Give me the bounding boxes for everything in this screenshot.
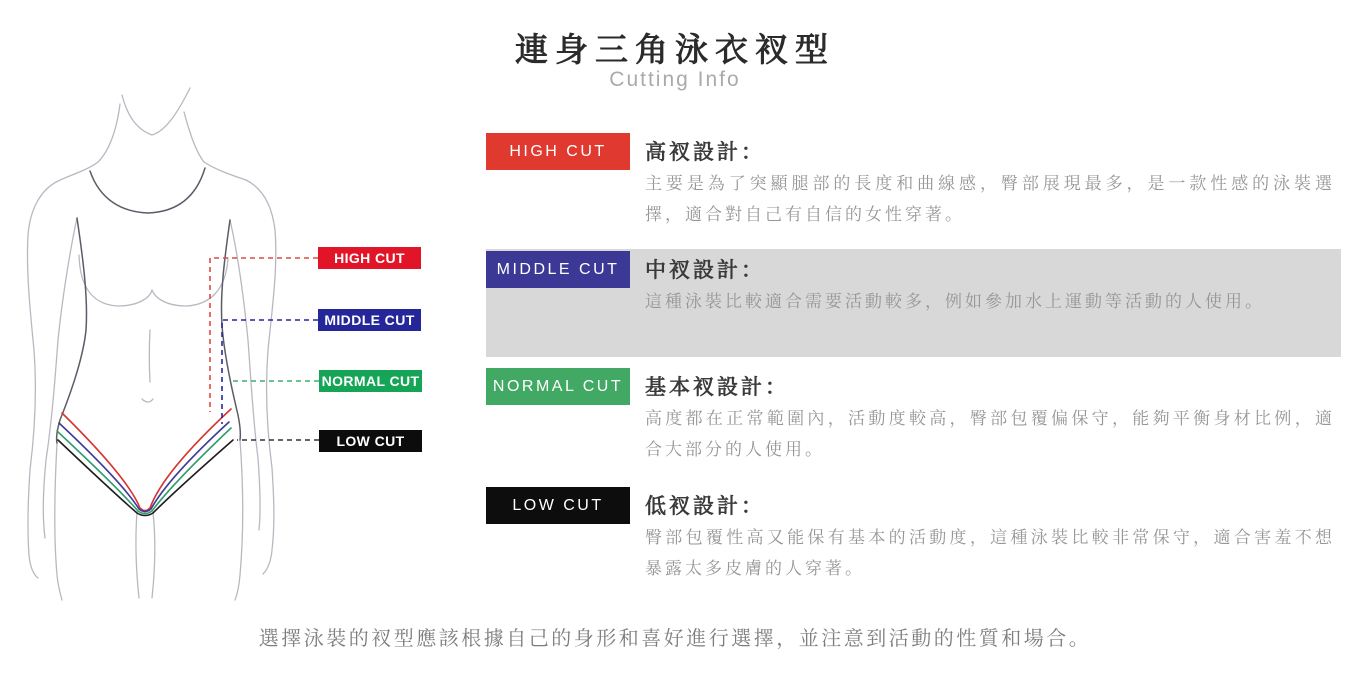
badge-middle-cut: MIDDLE CUT — [486, 251, 630, 288]
description-normal-cut: 高度都在正常範圍內，活動度較高，臀部包覆偏保守，能夠平衡身材比例，適合大部分的人使用。 — [645, 409, 1335, 459]
page-title: 連身三角泳衣衩型 — [515, 31, 835, 68]
badge-high-cut: HIGH CUT — [486, 133, 630, 170]
description-high-cut: 主要是為了突顯腿部的長度和曲線感，臀部展現最多，是一款性感的泳裝選擇，適合對自己有自信的女性穿著。 — [645, 174, 1335, 224]
description-low-cut: 臀部包覆性高又能保有基本的活動度，這種泳裝比較非常保守，適合害羞不想暴露太多皮膚的人穿著。 — [645, 528, 1335, 578]
footer-note: 選擇泳裝的衩型應該根據自己的身形和喜好進行選擇，並注意到活動的性質和場合。 — [258, 628, 1092, 650]
cut-line-normal — [57, 428, 231, 514]
swimsuit-figure-illustration — [20, 78, 440, 603]
heading-high-cut: 高衩設計： — [645, 141, 765, 164]
description-middle-cut: 這種泳裝比較適合需要活動較多，例如參加水上運動等活動的人使用。 — [645, 292, 1265, 311]
page-subtitle: Cutting Info — [609, 68, 741, 91]
badge-low-cut: LOW CUT — [486, 487, 630, 524]
figure-label-high-cut: HIGH CUT — [318, 247, 421, 269]
figure-label-low-cut: LOW CUT — [319, 430, 422, 452]
figure-label-normal-cut: NORMAL CUT — [319, 370, 422, 392]
heading-normal-cut: 基本衩設計： — [645, 376, 789, 399]
heading-low-cut: 低衩設計： — [645, 495, 765, 518]
leader-line-high-cut — [210, 258, 318, 412]
figure-label-middle-cut: MIDDLE CUT — [318, 309, 421, 331]
heading-middle-cut: 中衩設計： — [645, 259, 765, 282]
badge-normal-cut: NORMAL CUT — [486, 368, 630, 405]
